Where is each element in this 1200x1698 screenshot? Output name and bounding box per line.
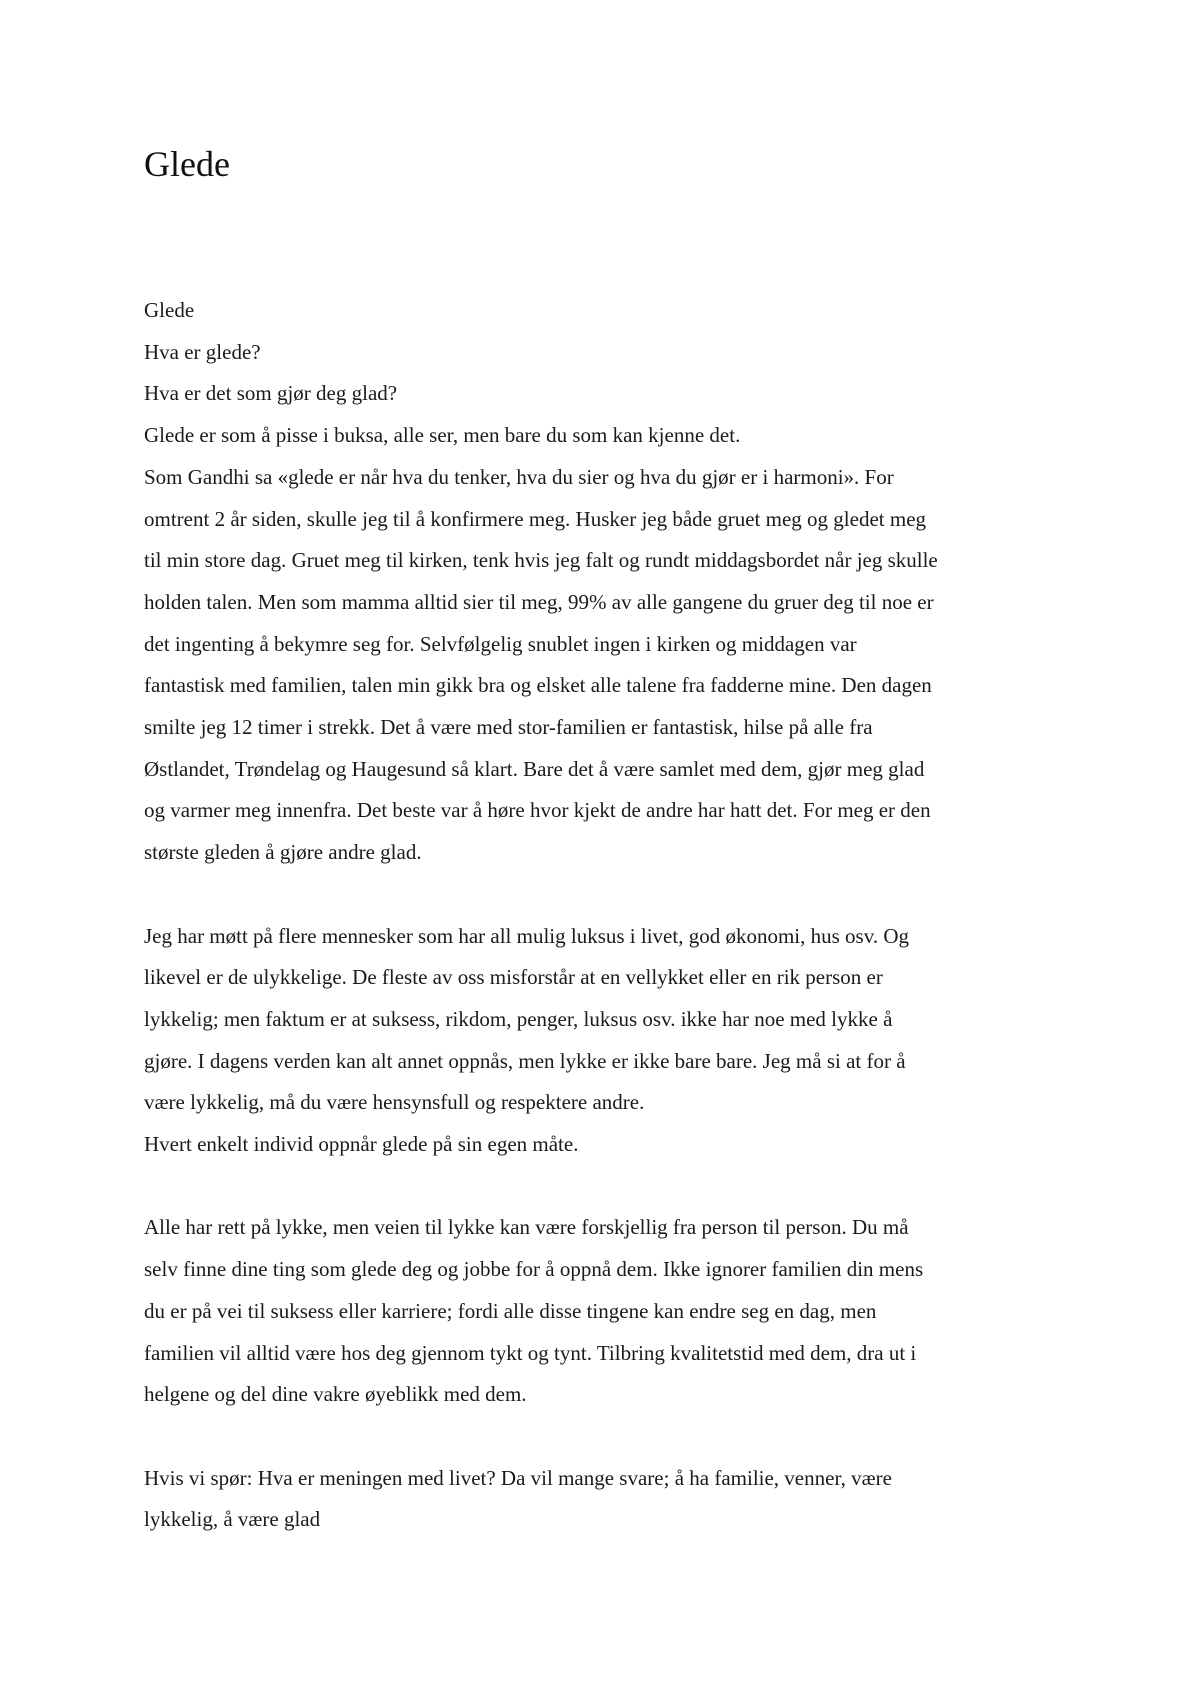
text-line: likevel er de ulykkelige. De fleste av oss misforstår at en vellykket eller en rik person er (144, 965, 883, 990)
text-line: Østlandet, Trøndelag og Haugesund så klart. Bare det å være samlet med dem, gjør meg glad (144, 756, 925, 781)
text-line: helgene og del dine vakre øyeblikk med dem. (144, 1382, 527, 1407)
text-line: omtrent 2 år siden, skulle jeg til å konfirmere meg. Husker jeg både gruet meg og gledet meg (144, 506, 927, 531)
paragraph-block (144, 1458, 1074, 1541)
text-line: Som Gandhi sa «glede er når hva du tenker, hva du sier og hva du gjør er i harmoni». For (144, 464, 894, 489)
text-line: til min store dag. Gruet meg til kirken, tenk hvis jeg falt og rundt middagsbordet når jeg skulle (144, 548, 938, 573)
text-line: smilte jeg 12 timer i strekk. Det å være med stor-familien er fantastisk, hilse på alle fra (144, 715, 873, 740)
text-line: Hva er glede? (144, 339, 261, 364)
text-line: Alle har rett på lykke, men veien til lykke kan være forskjellig fra person til person. Du må (144, 1215, 909, 1240)
text-line: Glede (144, 298, 195, 322)
text-line: Jeg har møtt på flere mennesker som har all mulig luksus i livet, god økonomi, hus osv. Og (144, 923, 910, 948)
text-line: Hva er det som gjør deg glad? (144, 381, 398, 406)
paragraph-block (144, 290, 1074, 874)
text-line: og varmer meg innenfra. Det beste var å høre hvor kjekt de andre har hatt det. For meg er den (144, 798, 931, 823)
text-line: lykkelig; men faktum er at suksess, rikdom, penger, luksus osv. ikke har noe med lykke å (144, 1006, 893, 1031)
document-title: Glede (144, 144, 230, 184)
text-line: være lykkelig, må du være hensynsfull og respektere andre. (144, 1090, 645, 1115)
text-line: holden talen. Men som mamma alltid sier til meg, 99% av alle gangene du gruer deg til noe er (144, 589, 934, 614)
text-line: selv finne dine ting som glede deg og jobbe for å oppnå dem. Ikke ignorer familien din mens (144, 1257, 924, 1282)
paragraph-block (144, 916, 1074, 1166)
text-line: lykkelig, å være glad (144, 1507, 321, 1532)
text-line: Hvert enkelt individ oppnår glede på sin egen måte. (144, 1132, 579, 1157)
paragraph-block (144, 1207, 1074, 1416)
text-line: Glede er som å pisse i buksa, alle ser, men bare du som kan kjenne det. (144, 423, 741, 448)
text-line: fantastisk med familien, talen min gikk bra og elsket alle talene fra fadderne mine. Den dagen (144, 673, 932, 698)
text-line: Hvis vi spør: Hva er meningen med livet? Da vil mange svare; å ha familie, venner, være (144, 1465, 892, 1490)
text-line: du er på vei til suksess eller karriere; fordi alle disse tingene kan endre seg en dag, men (144, 1298, 877, 1323)
text-line: det ingenting å bekymre seg for. Selvfølgelig snublet ingen i kirken og middagen var (144, 631, 857, 656)
document-body (144, 290, 1074, 1583)
text-line: gjøre. I dagens verden kan alt annet oppnås, men lykke er ikke bare bare. Jeg må si at for å (144, 1048, 906, 1073)
text-line: familien vil alltid være hos deg gjennom tykt og tynt. Tilbring kvalitetstid med dem, dra ut i (144, 1340, 917, 1365)
text-line: største gleden å gjøre andre glad. (144, 840, 422, 865)
